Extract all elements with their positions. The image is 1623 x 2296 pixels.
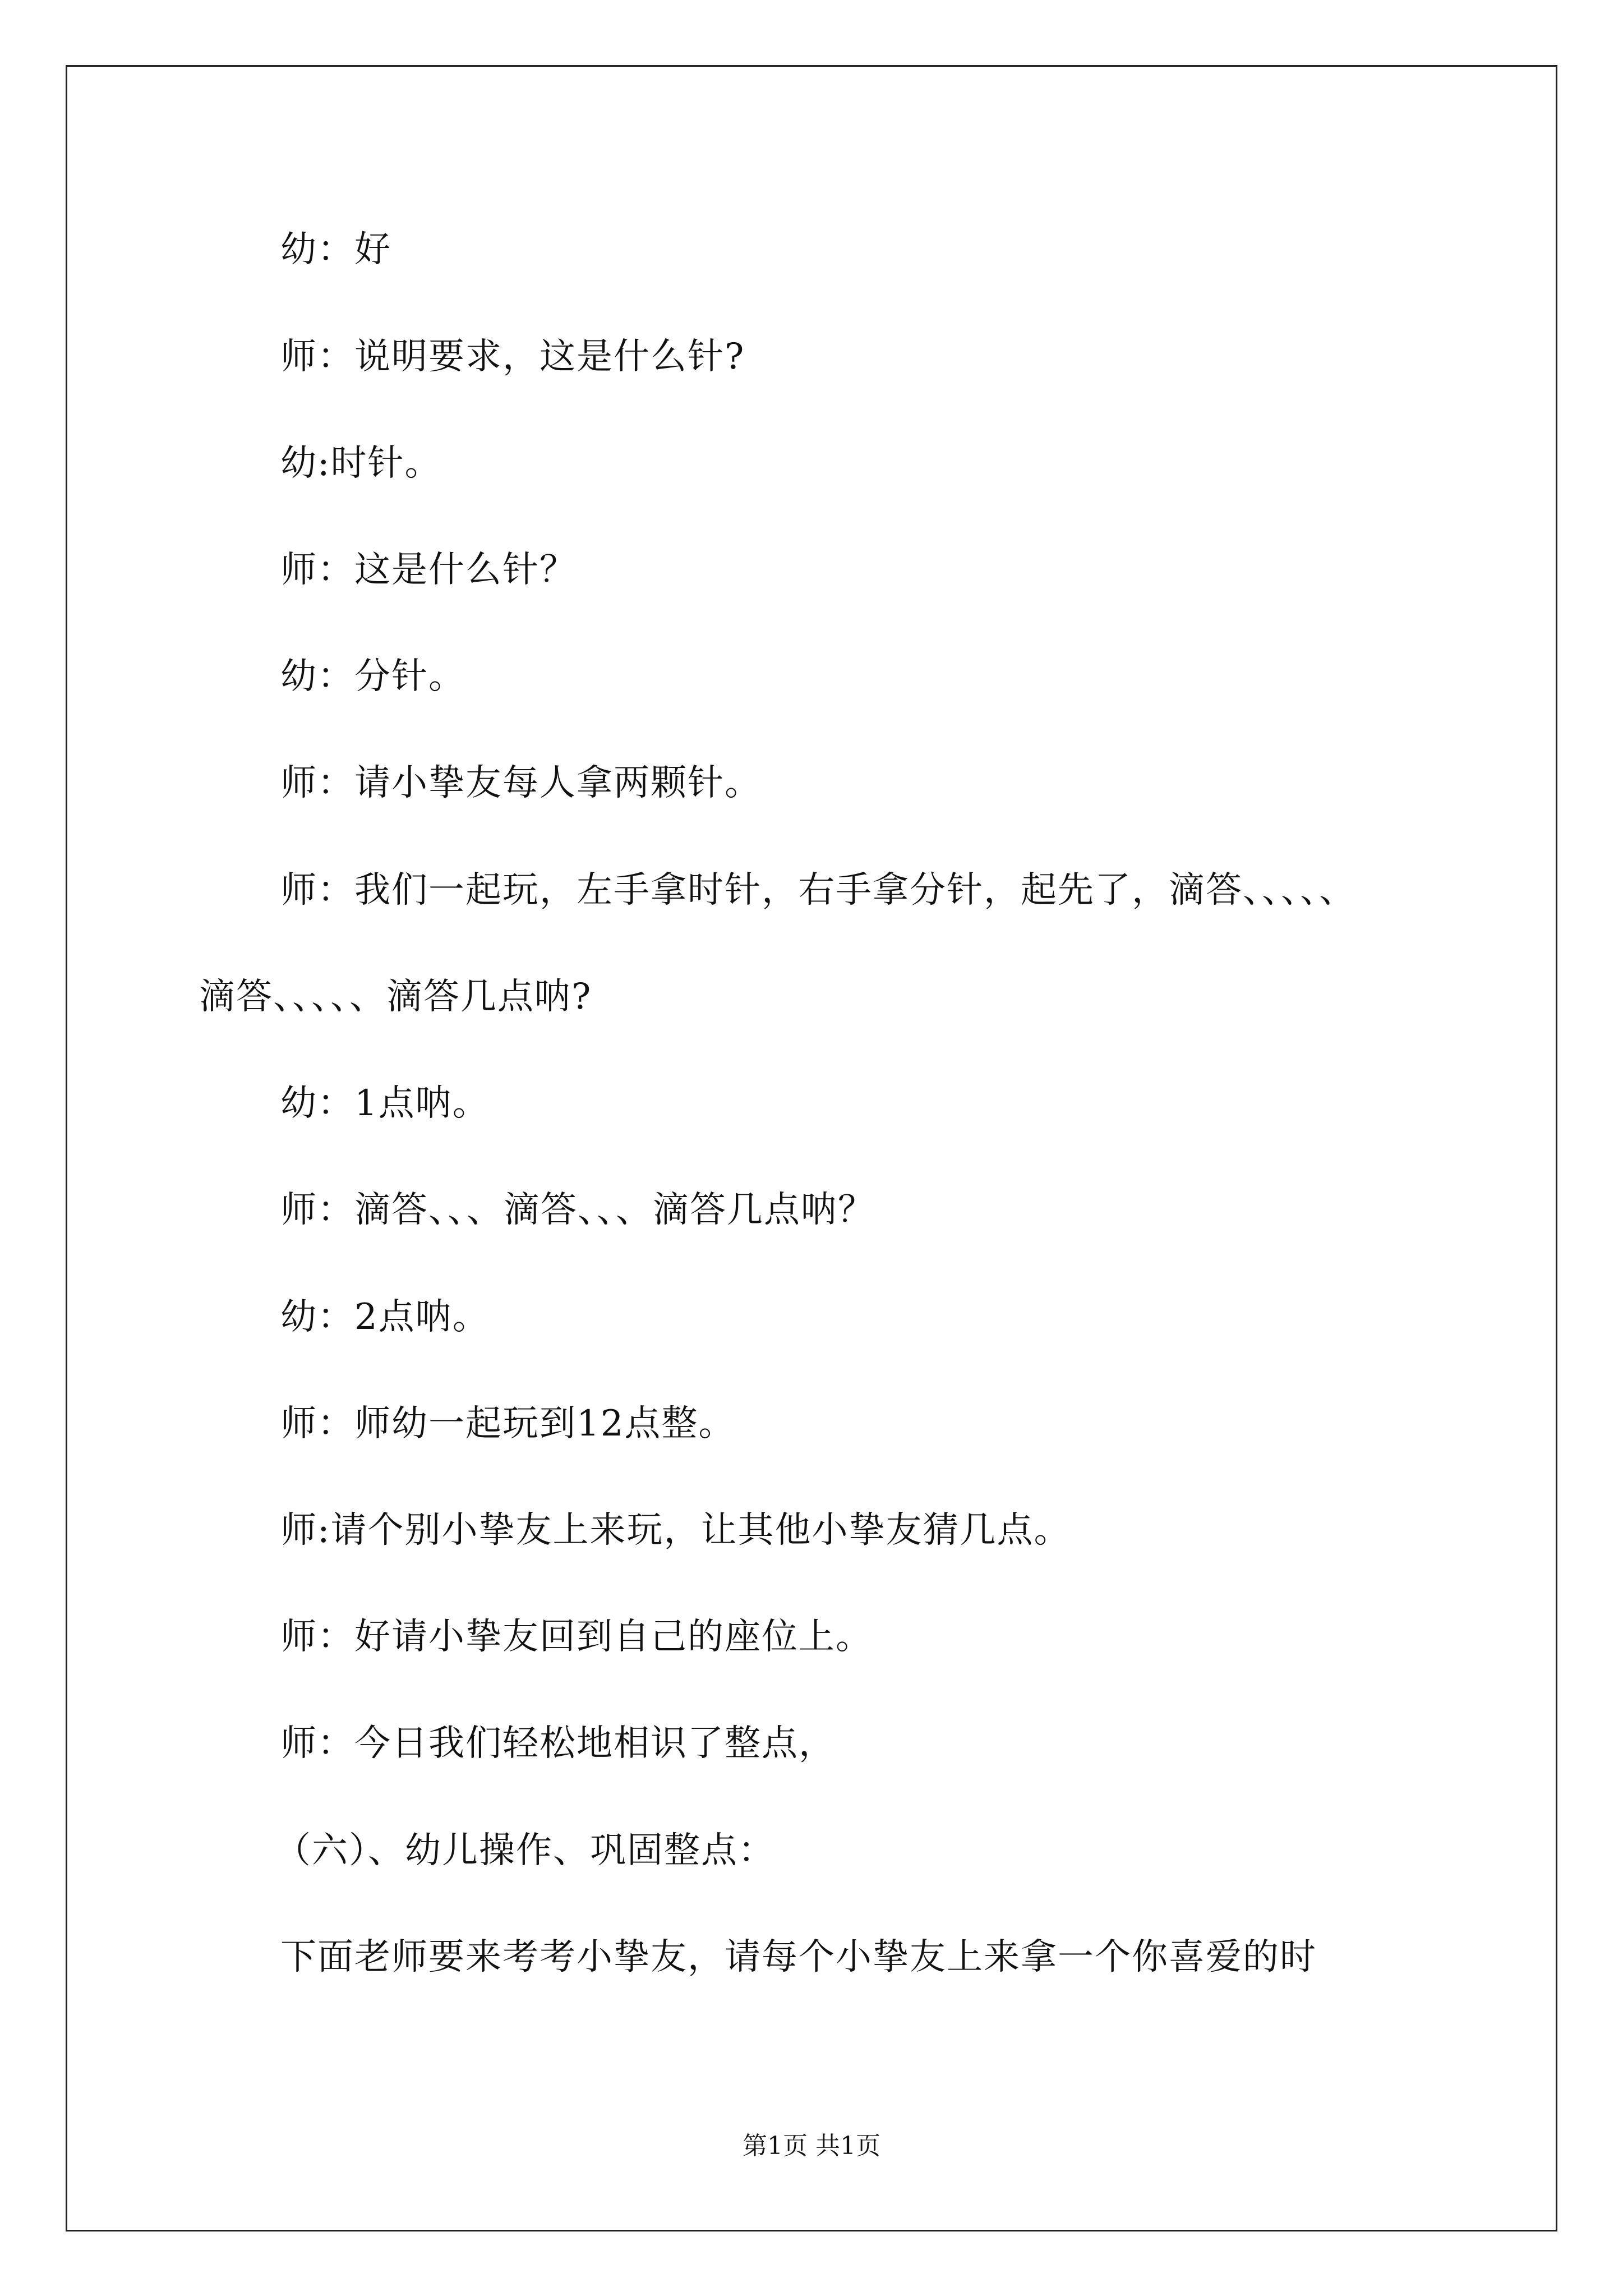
dialogue-line: 师：说明要求，这是什么针? [280,336,745,378]
dialogue-line: 幼：2点呐。 [280,1296,490,1338]
dialogue-line: 师:请个别小挚友上来玩，让其他小挚友猜几点。 [280,1510,1071,1551]
dialogue-line: 师：今日我们轻松地相识了整点， [280,1723,836,1764]
dialogue-line: 师：滴答、、、滴答、、、滴答几点呐？ [280,1189,875,1231]
dialogue-line-continuation: 滴答、、、、、滴答几点呐? [199,976,592,1018]
paragraph-line: 下面老师要来考考小挚友，请每个小挚友上来拿一个你喜爱的时 [280,1936,1317,1978]
section-heading: （六）、幼儿操作、巩固整点： [275,1830,775,1871]
dialogue-line: 师：师幼一起玩到12点整。 [280,1403,736,1444]
dialogue-line: 师：好请小挚友回到自己的座位上。 [280,1616,873,1658]
dialogue-line: 师：这是什么针？ [280,549,577,591]
dialogue-line: 幼:时针。 [280,443,442,484]
dialogue-line: 幼：好 [280,229,391,270]
dialogue-line: 幼：分针。 [280,656,465,697]
dialogue-line: 师：我们一起玩，左手拿时针，右手拿分针，起先了，滴答、、、、、 [280,869,1356,911]
page-footer: 第1页 共1页 [743,2132,880,2160]
page-border [66,65,1557,2231]
dialogue-line: 师：请小挚友每人拿两颗针。 [280,762,762,804]
dialogue-line: 幼：1点呐。 [280,1083,490,1124]
